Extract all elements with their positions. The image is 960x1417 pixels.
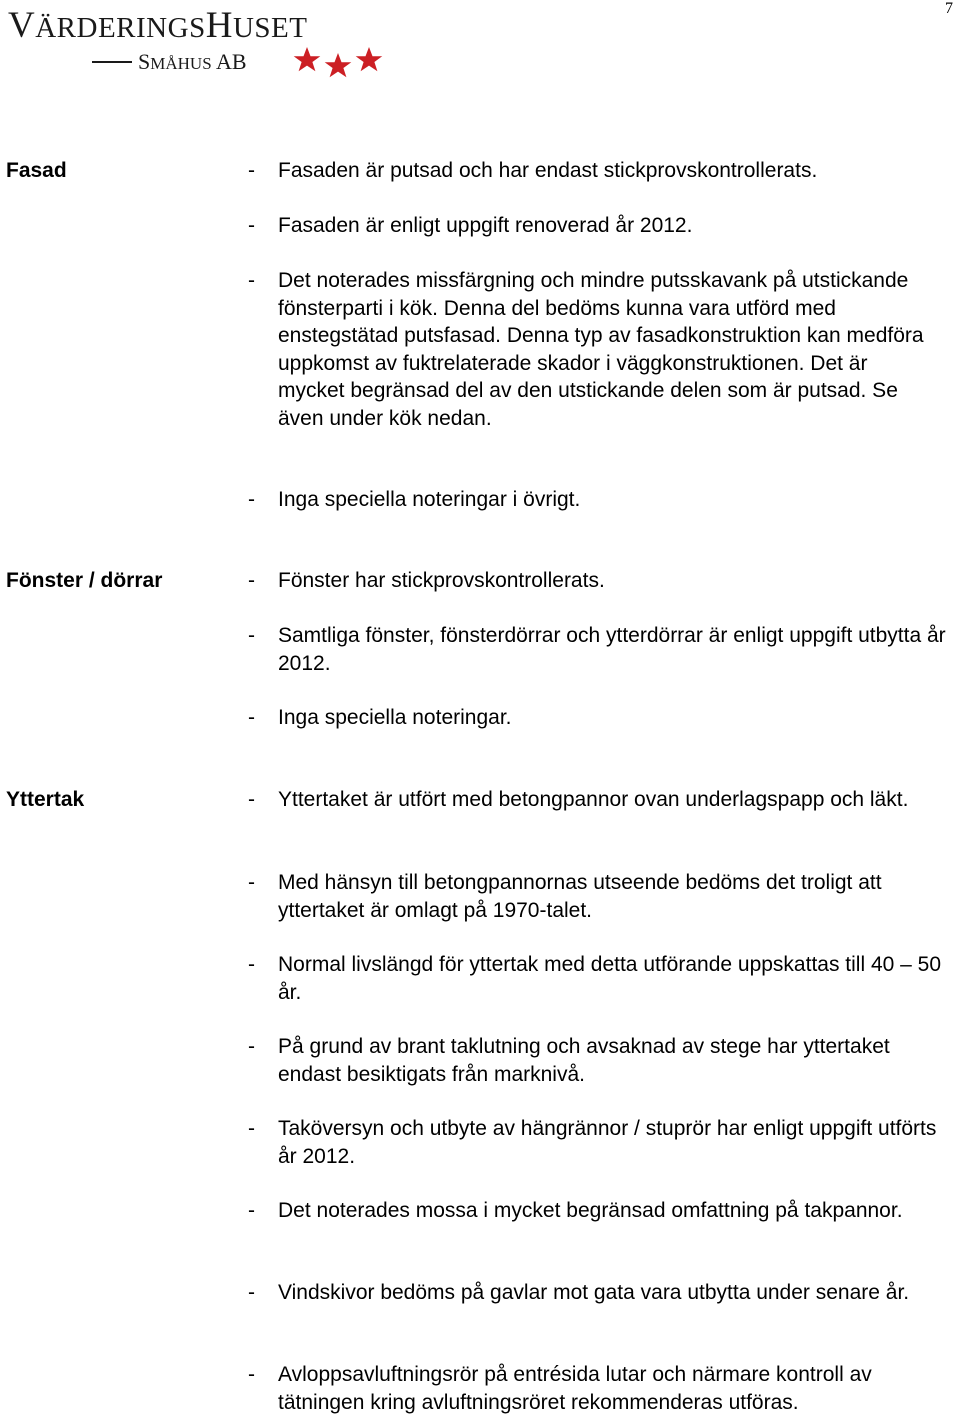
list-item: - Med hänsyn till betongpannornas utseende bedöms det troligt att yttertaket är omlagt på 1970-talet.: [248, 871, 882, 922]
section-heading: Fönster / dörrar: [6, 569, 163, 592]
list-item: - På grund av brant taklutning och avsaknad av stege har yttertaket endast besiktigats från marknivå.: [248, 1035, 890, 1086]
list-item: - Normal livslängd för yttertak med detta utförande uppskattas till 40 – 50 år.: [248, 953, 942, 1004]
page-number: 7: [945, 0, 953, 17]
section-heading: Fasad: [6, 159, 67, 182]
list-item: - Fasaden är putsad och har endast stickprovskontrollerats.: [248, 159, 818, 182]
stars-icon: [292, 45, 384, 79]
list-item: - Taköversyn och utbyte av hängrännor / stuprör har enligt uppgift utförts år 2012.: [248, 1117, 937, 1168]
list-item: - Inga speciella noteringar i övrigt.: [248, 488, 581, 511]
list-item: - Samtliga fönster, fönsterdörrar och ytterdörrar är enligt uppgift utbytta år 2012.: [248, 624, 946, 675]
list-item: - Fönster har stickprovskontrollerats.: [248, 569, 605, 592]
list-item: - Inga speciella noteringar.: [248, 706, 512, 729]
logo-subtitle: SMÅHUS AB: [138, 49, 247, 74]
company-logo: [8, 4, 378, 84]
logo-divider: [92, 61, 132, 63]
list-item: - Det noterades missfärgning och mindre putsskavank på utstickande fönsterparti i kök. Denna del bedöms kunna vara utförd med enstegstätad putsfasad. Denna typ av fasadkonstruktion kan medföra uppkomst av fuktrelaterade skador i väggkonstruktionen. Det är mycket begränsad del av den utstickande delen som är putsad. Se även under kök nedan.: [248, 269, 924, 430]
list-item: - Avloppsavluftningsrör på entrésida lutar och närmare kontroll av tätningen kring avluftningsröret rekommenderas utföras.: [248, 1363, 872, 1414]
list-item: - Det noterades mossa i mycket begränsad omfattning på takpannor.: [248, 1199, 903, 1222]
list-item: - Vindskivor bedöms på gavlar mot gata vara utbytta under senare år.: [248, 1281, 910, 1304]
section-heading: Yttertak: [6, 788, 85, 811]
list-item: - Yttertaket är utfört med betongpannor ovan underlagspapp och läkt.: [248, 788, 909, 811]
list-item: - Fasaden är enligt uppgift renoverad år 2012.: [248, 214, 693, 237]
logo-wordmark: VÄRDERINGSHUSET: [8, 5, 308, 46]
